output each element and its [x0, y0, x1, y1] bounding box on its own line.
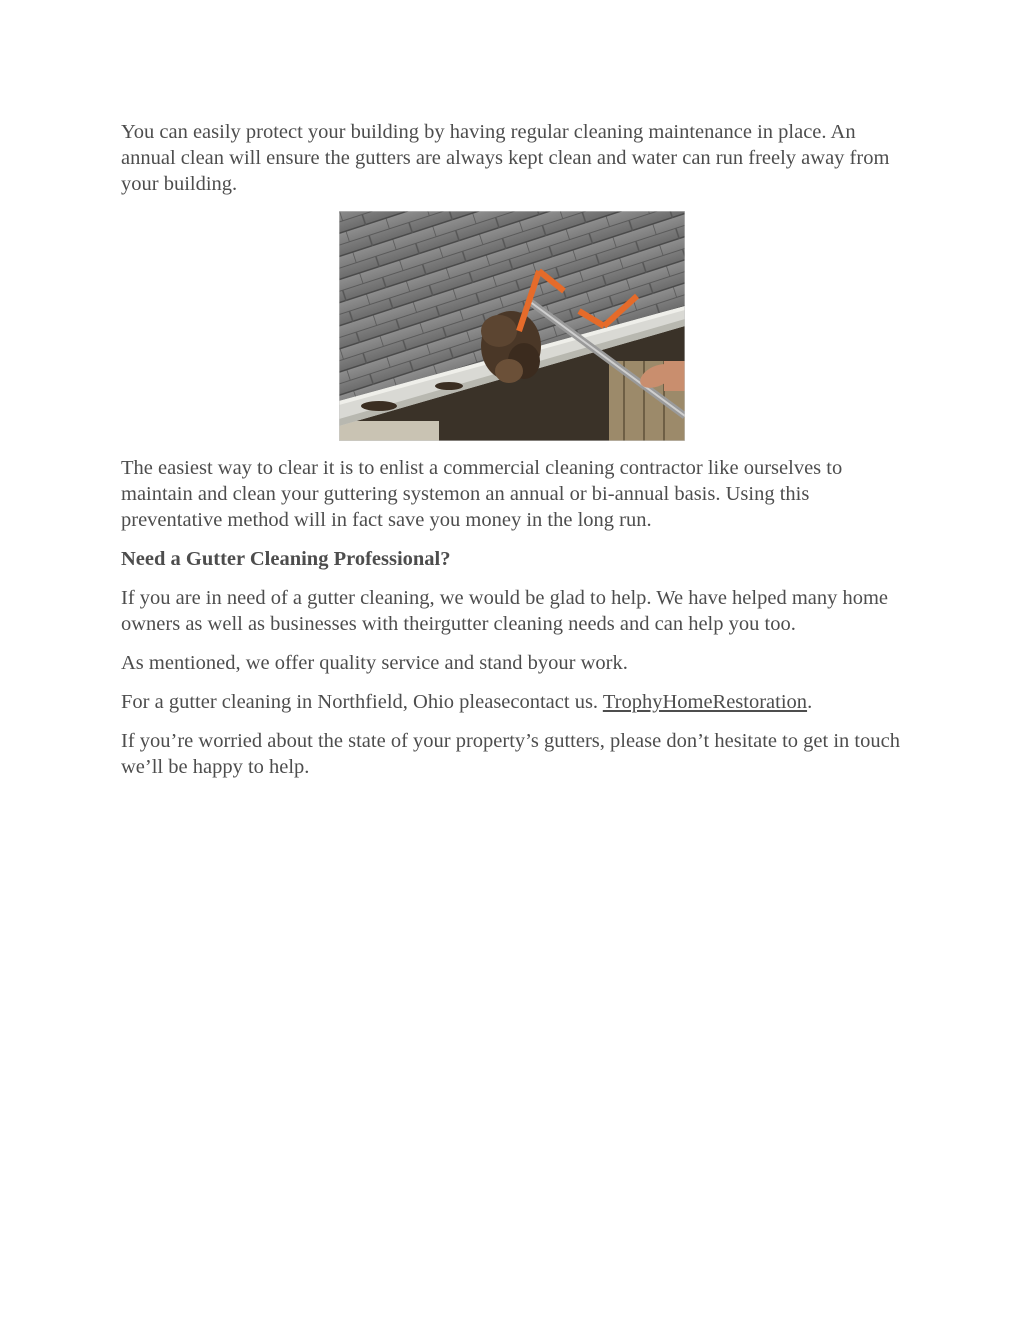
quality-paragraph: As mentioned, we offer quality service and stand byour work. — [121, 652, 628, 674]
help-paragraph: If you are in need of a gutter cleaning, we would be glad to help. We have helped many home owners as well as businesses with theirgutter cleaning needs and can help you too. — [121, 587, 889, 635]
document-page — [121, 119, 911, 793]
section-heading: Need a Gutter Cleaning Professional? — [121, 548, 451, 570]
contact-period: . — [807, 691, 813, 713]
company-link[interactable]: TrophyHomeRestoration — [602, 691, 808, 713]
contact-text: For a gutter cleaning in Northfield, Ohio pleasecontact us. — [121, 691, 603, 713]
gutter-photo-illustration — [339, 211, 685, 441]
gutter-cleaning-photo — [339, 211, 685, 441]
contractor-paragraph: The easiest way to clear it is to enlist a commercial cleaning contractor like ourselves to maintain and clean your guttering systemon an annual or bi-annual basis. Using this preventative method will in fact save you money in the long run. — [121, 457, 843, 531]
closing-paragraph: If you’re worried about the state of your property’s gutters, please don’t hesitate to get in touch we’ll be happy to help. — [121, 730, 900, 778]
contact-paragraph — [121, 689, 911, 715]
intro-paragraph: You can easily protect your building by having regular cleaning maintenance in place. An annual clean will ensure the gutters are always kept clean and water can run freely away from your building. — [121, 121, 890, 195]
